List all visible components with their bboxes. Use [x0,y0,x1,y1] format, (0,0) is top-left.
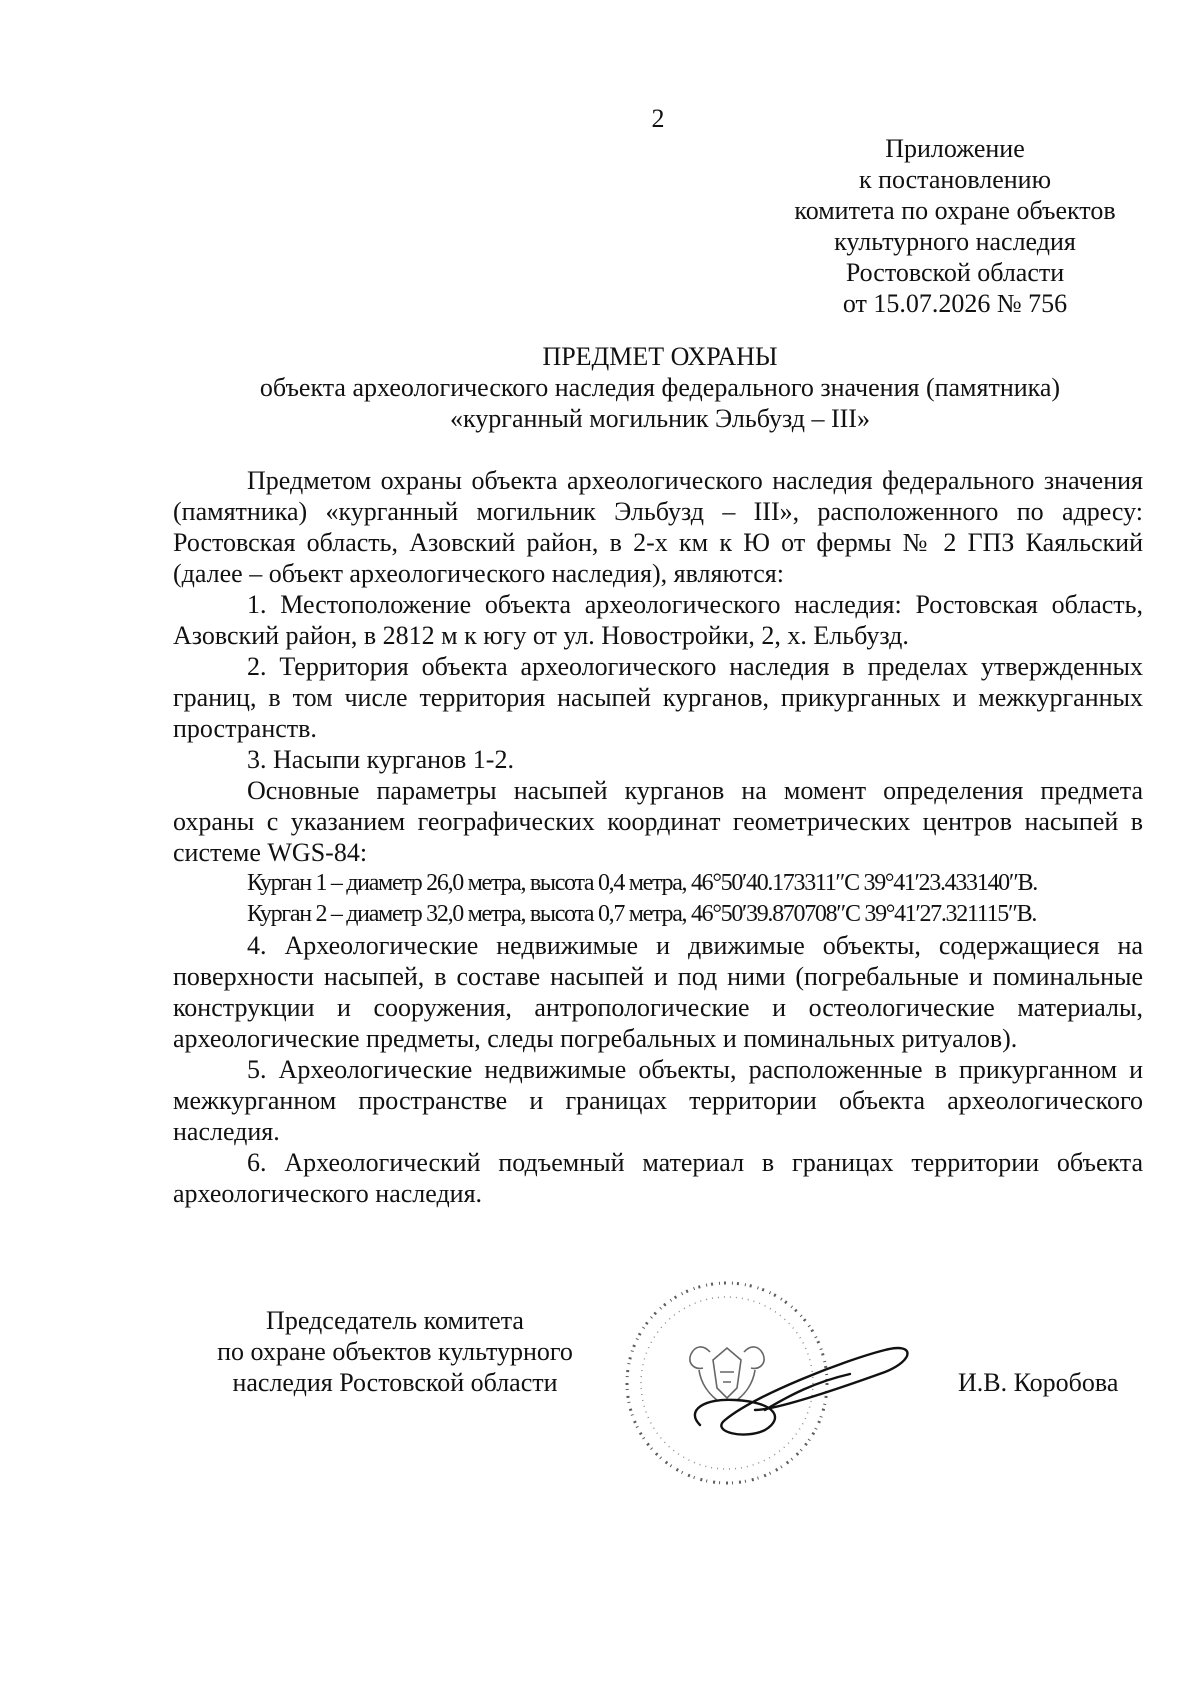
item-surface-material: 6. Археологический подъемный материал в границах территории объекта археологического наследия. [173,1148,1143,1208]
title-subtitle: объекта археологического наследия федерального значения (памятника) [259,373,1061,402]
appendix-line: культурного наследия [834,227,1076,256]
signatory-position [185,1305,605,1398]
appendix-line: Приложение [885,134,1025,163]
seal-inner-ring [641,1297,813,1469]
page-number: 2 [651,104,665,133]
appendix-line: Ростовской области [845,258,1065,287]
document-body [173,465,1143,1209]
coat-of-arms-emblem [690,1347,764,1400]
handwritten-signature [695,1348,908,1435]
mound-parameters-paragraph: Основные параметры насыпей курганов на момент определения предмета охраны с указанием географических координат геометрических центров насыпей в системе WGS-84: [173,776,1143,867]
signatory-name: И.В. Коробова [958,1368,1119,1397]
document-title [190,341,1130,434]
kurgan-1-coordinates: Курган 1 – диаметр 26,0 метра, высота 0,4 метра, 46°50′40.173311″С 39°41′23.433140″В. [247,870,1037,896]
title-main: ПРЕДМЕТ ОХРАНЫ [542,342,778,371]
signatory-position-line: по охране объектов культурного [217,1337,573,1366]
appendix-header [730,133,1180,319]
item-archaeological-objects: 4. Археологические недвижимые и движимые объекты, содержащиеся на поверхности насыпей, в составе насыпей и под ними (погребальные и поминальные конструкции и сооружения, антропологические и остеологические материалы, археологические предметы, следы погребальных и поминальных ритуалов). [173,931,1143,1053]
item-location: 1. Местоположение объекта археологического наследия: Ростовская область, Азовский район, в 2812 м к югу от ул. Новостройки, 2, х. Ельбузд. [173,590,1143,650]
item-mounds: 3. Насыпи курганов 1-2. [247,745,514,774]
signatory-position-line: наследия Ростовской области [232,1368,558,1397]
title-object-name: «курганный могильник Эльбузд – III» [450,404,870,433]
seal-outer-ring [627,1283,827,1483]
item-territory: 2. Территория объекта археологического наследия в пределах утвержденных границ, в том числе территория насыпей курганов, прикурганных и межкурганных пространств. [173,652,1143,743]
item-immovable-objects: 5. Археологические недвижимые объекты, расположенные в прикурганном и межкурганном пространстве и границах территории объекта археологического наследия. [173,1055,1143,1146]
appendix-date-number: от 15.07.2026 № 756 [842,289,1068,318]
kurgan-2-coordinates: Курган 2 – диаметр 32,0 метра, высота 0,7 метра, 46°50′39.870708″С 39°41′27.321115″В. [247,901,1037,927]
appendix-line: к постановлению [858,165,1052,194]
intro-paragraph: Предметом охраны объекта археологического наследия федерального значения (памятника) «курганный могильник Эльбузд – III», расположенного по адресу: Ростовская область, Азовский район, в 2-х км к Ю от фермы № 2 ГПЗ Каяльский (далее – объект археологического наследия), являются: [173,466,1143,588]
appendix-line: комитета по охране объектов [794,196,1116,225]
official-seal-with-signature [615,1260,935,1490]
signature-block [0,1305,1200,1505]
signatory-position-line: Председатель комитета [266,1306,524,1335]
